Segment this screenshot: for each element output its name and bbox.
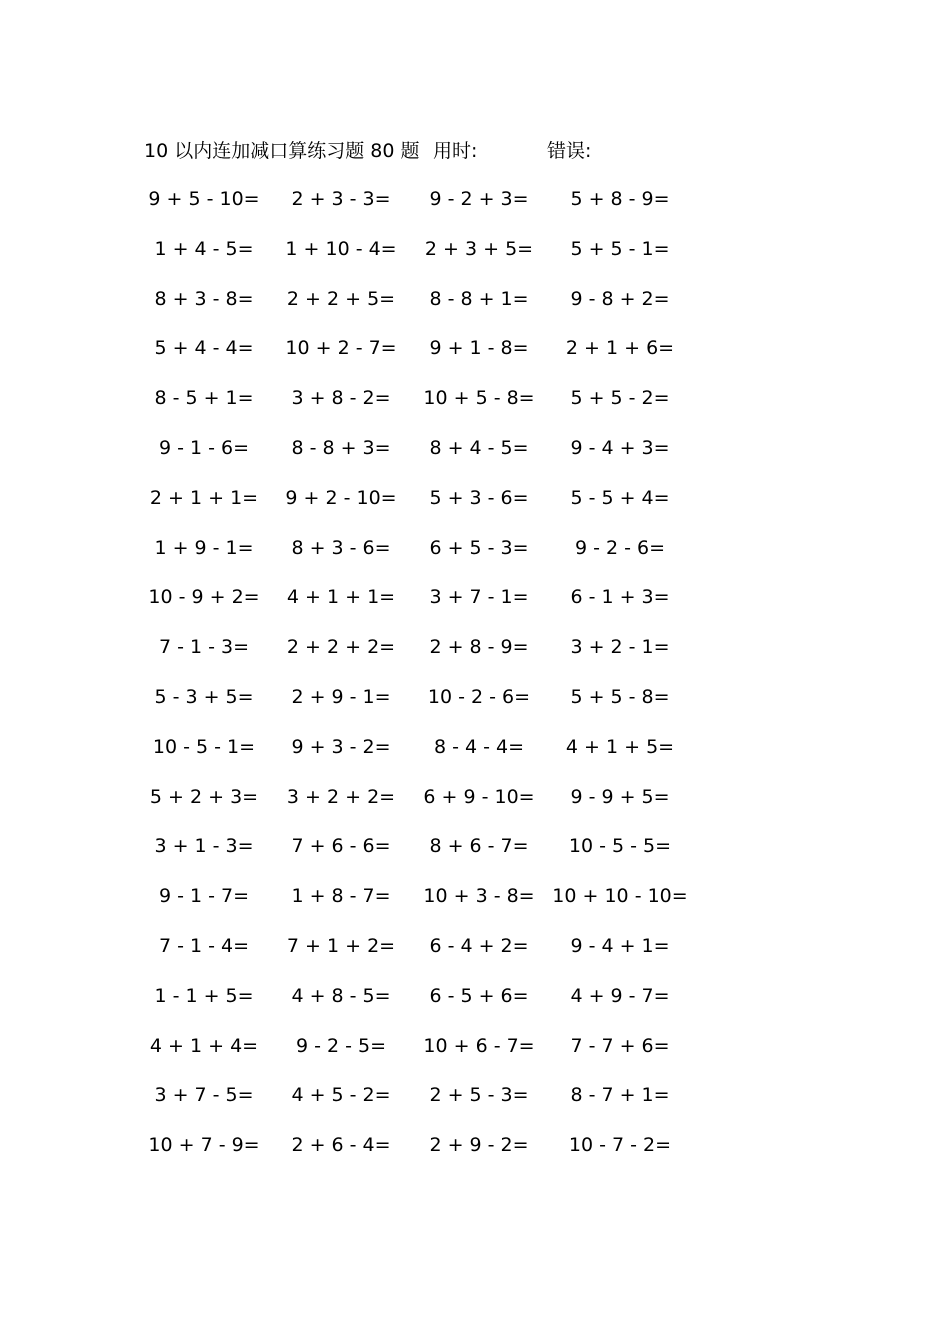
arithmetic-problem: 3 + 2 + 2= (286, 786, 396, 808)
arithmetic-problem: 3 + 7 - 1= (429, 586, 529, 608)
arithmetic-problem: 5 + 8 - 9= (570, 188, 670, 210)
arithmetic-problem: 9 + 5 - 10= (148, 188, 260, 210)
arithmetic-problem: 4 + 5 - 2= (291, 1084, 391, 1106)
arithmetic-problem: 8 - 8 + 3= (291, 437, 391, 459)
arithmetic-problem: 8 - 7 + 1= (570, 1084, 670, 1106)
errors-label: 错误: (547, 140, 592, 162)
problem-row (0, 234, 950, 264)
arithmetic-problem: 8 - 8 + 1= (429, 288, 529, 310)
problem-row (0, 732, 950, 762)
arithmetic-problem: 5 + 3 - 6= (429, 487, 529, 509)
arithmetic-problem: 2 + 5 - 3= (429, 1084, 529, 1106)
arithmetic-problem: 10 + 7 - 9= (148, 1134, 260, 1156)
arithmetic-problem: 2 + 9 - 2= (429, 1134, 529, 1156)
arithmetic-problem: 8 + 3 - 6= (291, 537, 391, 559)
arithmetic-problem: 7 - 1 - 4= (158, 935, 250, 957)
arithmetic-problem: 4 + 1 + 4= (149, 1035, 259, 1057)
arithmetic-problem: 10 - 5 - 5= (568, 835, 672, 857)
arithmetic-problem: 1 + 8 - 7= (291, 885, 391, 907)
arithmetic-problem: 5 + 4 - 4= (154, 337, 254, 359)
arithmetic-problem: 9 - 8 + 2= (570, 288, 670, 310)
arithmetic-problem: 2 + 6 - 4= (291, 1134, 391, 1156)
arithmetic-problem: 3 + 7 - 5= (154, 1084, 254, 1106)
problem-row (0, 1031, 950, 1061)
problem-row (0, 1080, 950, 1110)
problem-row (0, 333, 950, 363)
arithmetic-problem: 1 + 4 - 5= (154, 238, 254, 260)
problem-row (0, 483, 950, 513)
arithmetic-problem: 6 + 5 - 3= (429, 537, 529, 559)
arithmetic-problem: 2 + 3 + 5= (424, 238, 534, 260)
arithmetic-problem: 8 - 4 - 4= (433, 736, 525, 758)
problem-row (0, 682, 950, 712)
problem-row (0, 582, 950, 612)
problem-row (0, 284, 950, 314)
arithmetic-problem: 10 + 10 - 10= (552, 885, 688, 907)
arithmetic-problem: 8 + 6 - 7= (429, 835, 529, 857)
arithmetic-problem: 10 + 3 - 8= (423, 885, 535, 907)
arithmetic-problem: 2 + 1 + 6= (565, 337, 675, 359)
arithmetic-problem: 1 - 1 + 5= (154, 985, 254, 1007)
arithmetic-problem: 10 + 2 - 7= (285, 337, 397, 359)
problem-row (0, 533, 950, 563)
problem-row (0, 981, 950, 1011)
arithmetic-problem: 3 + 2 - 1= (570, 636, 670, 658)
arithmetic-problem: 8 - 5 + 1= (154, 387, 254, 409)
arithmetic-problem: 7 - 7 + 6= (570, 1035, 670, 1057)
arithmetic-problem: 10 + 6 - 7= (423, 1035, 535, 1057)
problem-row (0, 433, 950, 463)
arithmetic-problem: 9 + 2 - 10= (285, 487, 397, 509)
problem-row (0, 632, 950, 662)
arithmetic-problem: 1 + 10 - 4= (285, 238, 397, 260)
arithmetic-problem: 7 + 1 + 2= (286, 935, 396, 957)
arithmetic-problem: 6 + 9 - 10= (423, 786, 535, 808)
arithmetic-problem: 10 + 5 - 8= (423, 387, 535, 409)
arithmetic-problem: 10 - 9 + 2= (148, 586, 260, 608)
arithmetic-problem: 4 + 1 + 1= (286, 586, 396, 608)
arithmetic-problem: 10 - 5 - 1= (152, 736, 256, 758)
arithmetic-problem: 4 + 8 - 5= (291, 985, 391, 1007)
arithmetic-problem: 5 + 2 + 3= (149, 786, 259, 808)
arithmetic-problem: 1 + 9 - 1= (154, 537, 254, 559)
problem-row (0, 184, 950, 214)
arithmetic-problem: 6 - 1 + 3= (570, 586, 670, 608)
arithmetic-problem: 5 - 5 + 4= (570, 487, 670, 509)
arithmetic-problem: 2 + 2 + 2= (286, 636, 396, 658)
arithmetic-problem: 2 + 3 - 3= (291, 188, 391, 210)
arithmetic-problem: 6 - 4 + 2= (429, 935, 529, 957)
worksheet-title: 10 以内连加减口算练习题 80 题 (144, 140, 420, 162)
arithmetic-problem: 10 - 2 - 6= (427, 686, 531, 708)
arithmetic-problem: 5 + 5 - 1= (570, 238, 670, 260)
problem-row (0, 782, 950, 812)
arithmetic-problem: 2 + 9 - 1= (291, 686, 391, 708)
arithmetic-problem: 9 - 1 - 6= (158, 437, 250, 459)
arithmetic-problem: 3 + 1 - 3= (154, 835, 254, 857)
arithmetic-problem: 6 - 5 + 6= (429, 985, 529, 1007)
arithmetic-problem: 3 + 8 - 2= (291, 387, 391, 409)
arithmetic-problem: 4 + 1 + 5= (565, 736, 675, 758)
problem-row (0, 881, 950, 911)
arithmetic-problem: 9 - 2 + 3= (429, 188, 529, 210)
arithmetic-problem: 2 + 8 - 9= (429, 636, 529, 658)
problem-row (0, 383, 950, 413)
arithmetic-problem: 9 - 2 - 6= (574, 537, 666, 559)
arithmetic-problem: 9 + 3 - 2= (291, 736, 391, 758)
arithmetic-problem: 7 + 6 - 6= (291, 835, 391, 857)
arithmetic-problem: 10 - 7 - 2= (568, 1134, 672, 1156)
arithmetic-problem: 7 - 1 - 3= (158, 636, 250, 658)
arithmetic-problem: 5 + 5 - 8= (570, 686, 670, 708)
arithmetic-problem: 9 - 4 + 3= (570, 437, 670, 459)
arithmetic-problem: 5 + 5 - 2= (570, 387, 670, 409)
arithmetic-problem: 2 + 2 + 5= (286, 288, 396, 310)
arithmetic-problem: 8 + 3 - 8= (154, 288, 254, 310)
arithmetic-problem: 5 - 3 + 5= (154, 686, 254, 708)
arithmetic-problem: 9 - 2 - 5= (295, 1035, 387, 1057)
arithmetic-problem: 2 + 1 + 1= (149, 487, 259, 509)
arithmetic-problem: 8 + 4 - 5= (429, 437, 529, 459)
problem-row (0, 931, 950, 961)
problem-row (0, 831, 950, 861)
problem-row (0, 1130, 950, 1160)
arithmetic-problem: 9 - 9 + 5= (570, 786, 670, 808)
arithmetic-problem: 9 + 1 - 8= (429, 337, 529, 359)
arithmetic-problem: 4 + 9 - 7= (570, 985, 670, 1007)
arithmetic-problem: 9 - 1 - 7= (158, 885, 250, 907)
time-used-label: 用时: (433, 140, 478, 162)
arithmetic-problem: 9 - 4 + 1= (570, 935, 670, 957)
